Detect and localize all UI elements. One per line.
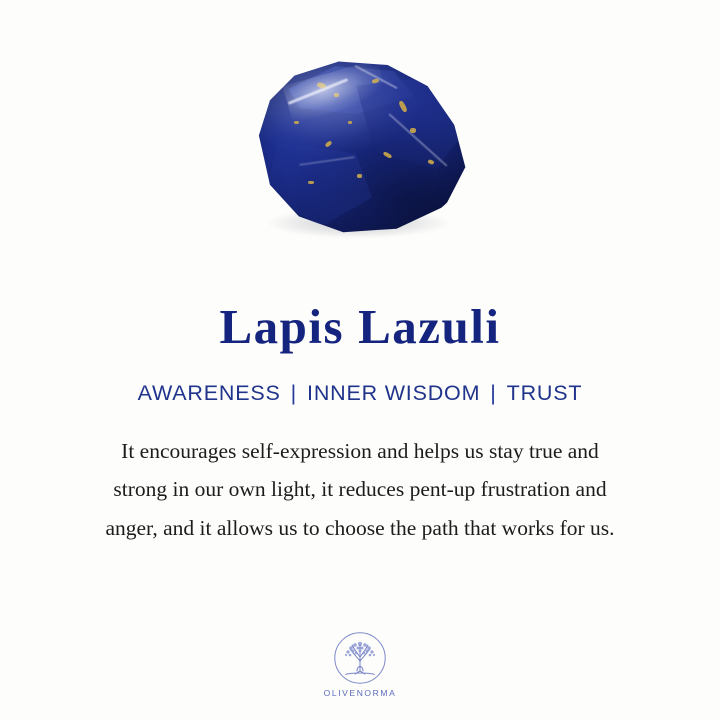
description-text <box>30 432 690 547</box>
description-line: strong in our own light, it reduces pent-up frustration and <box>113 477 607 502</box>
brand-name: OLIVENORMA <box>323 688 397 698</box>
keyword-list <box>138 381 583 406</box>
pyrite-fleck <box>357 174 362 178</box>
keyword-trust: TRUST <box>506 381 583 405</box>
stone-body <box>250 58 472 234</box>
title-word-1: Lapis <box>219 299 345 354</box>
keyword-inner-wisdom: INNER WISDOM <box>307 381 481 405</box>
title-word-2: Lazuli <box>358 299 501 354</box>
brand-logo <box>0 631 720 698</box>
pyrite-fleck <box>410 128 416 133</box>
keyword-awareness: AWARENESS <box>137 381 281 405</box>
pyrite-fleck <box>308 181 314 184</box>
stone-image-area <box>0 0 720 282</box>
keyword-separator: | <box>290 381 298 405</box>
description-line: It encourages self-expression and helps us stay true and <box>121 439 599 463</box>
tree-of-life-icon <box>333 631 387 685</box>
pyrite-fleck <box>325 141 333 149</box>
description-line: anger, and it allows us to choose the path that works for us. <box>105 515 615 540</box>
lapis-lazuli-stone-image <box>240 58 480 248</box>
page-title <box>219 299 501 354</box>
keyword-separator: | <box>490 381 497 405</box>
pyrite-fleck <box>348 121 352 124</box>
